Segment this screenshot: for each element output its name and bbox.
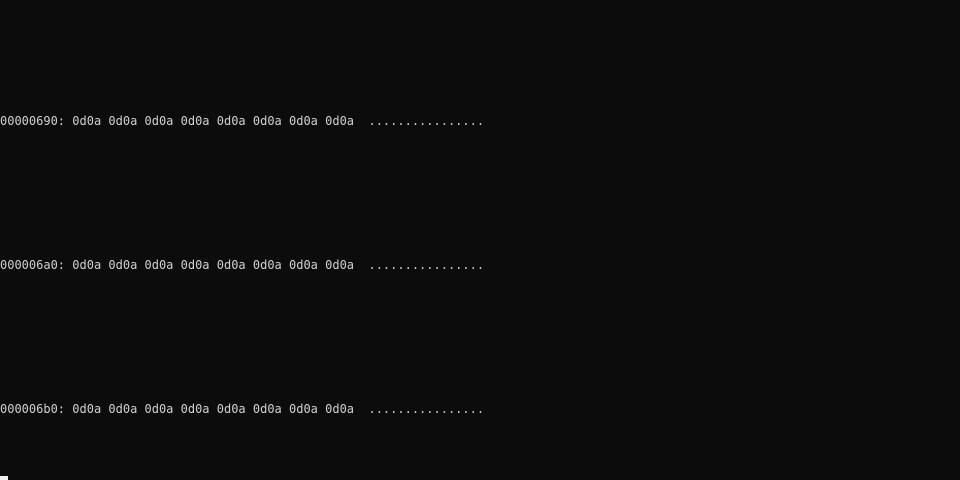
- text-cursor: [0, 476, 8, 480]
- row-offset: 000006a0:: [0, 258, 66, 272]
- row-ascii: ................: [368, 114, 485, 128]
- row-hex: 0d0a 0d0a 0d0a 0d0a 0d0a 0d0a 0d0a 0d0a: [72, 258, 355, 272]
- row-ascii: ................: [368, 258, 485, 272]
- row-offset: 00000690:: [0, 114, 66, 128]
- row-offset: 000006b0:: [0, 402, 66, 416]
- hexdump-row: [0, 258, 484, 272]
- hexdump-row: [0, 114, 484, 128]
- row-hex: 0d0a 0d0a 0d0a 0d0a 0d0a 0d0a 0d0a 0d0a: [72, 114, 355, 128]
- row-ascii: ................: [368, 402, 485, 416]
- hexdump-row: [0, 402, 484, 416]
- row-hex: 0d0a 0d0a 0d0a 0d0a 0d0a 0d0a 0d0a 0d0a: [72, 402, 355, 416]
